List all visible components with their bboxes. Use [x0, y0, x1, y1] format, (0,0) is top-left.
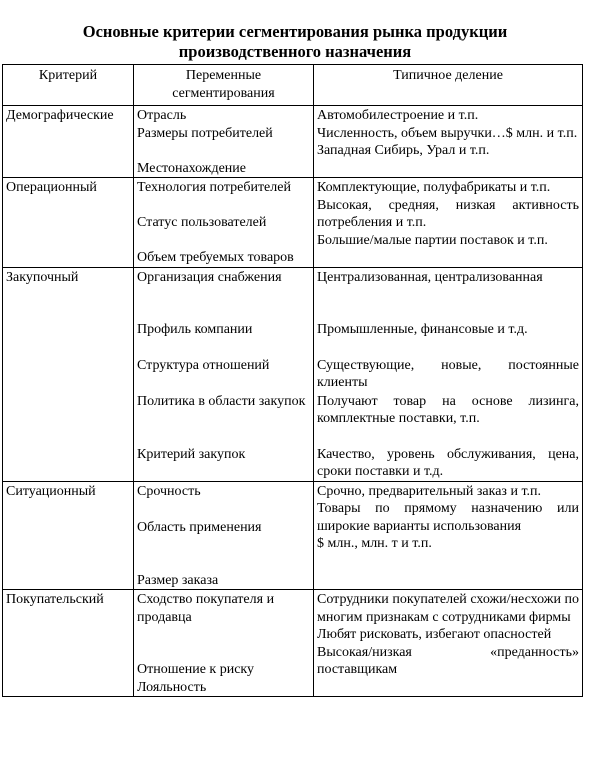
division-item: Любят рисковать, избегают опасностей [317, 627, 552, 642]
division-item: Товары по прямому назначению или широкие варианты использования [317, 501, 579, 534]
criterion-cell: Покупательский [3, 590, 134, 697]
title-line-2: производственного назначения [178, 42, 412, 61]
segmentation-table [2, 64, 583, 697]
header-row [3, 65, 583, 106]
table-row [3, 590, 583, 697]
division-item: Получают товар на основе лизинга, комплектные поставки, т.п. [317, 393, 579, 426]
criterion-cell: Ситуационный [3, 481, 134, 590]
division-cell [314, 267, 583, 481]
division-item: Централизованная, централизованная [317, 269, 543, 285]
division-cell [314, 178, 583, 268]
variable-item: Отрасль [137, 108, 187, 123]
division-item: Существующие, новые, постоянные клиенты [317, 357, 579, 390]
variable-item: Политика в области закупок [137, 393, 306, 409]
division-cell [314, 106, 583, 178]
table-row [3, 267, 583, 481]
variables-cell [134, 267, 314, 481]
division-item: Численность, объем выручки…$ млн. и т.п. [317, 125, 578, 141]
variable-item: Критерий закупок [137, 446, 246, 462]
variable-item: Размер заказа [137, 572, 219, 588]
variable-item: Местонахождение [137, 160, 247, 176]
variable-item: Сходство покупателя и продавца [137, 592, 275, 625]
variable-item: Область применения [137, 519, 262, 535]
table-row [3, 481, 583, 590]
variable-item: Отношение к риску [137, 662, 255, 677]
header-variables: Переменные сегментирования [134, 65, 314, 106]
division-cell [314, 481, 583, 590]
division-item: Высокая, средняя, низкая активность потребления и т.п. [317, 197, 579, 230]
division-item: Автомобилестроение и т.п. [317, 108, 479, 123]
table-row [3, 178, 583, 268]
variable-item: Структура отношений [137, 357, 270, 373]
title-line-1: Основные критерии сегментирования рынка продукции [82, 22, 508, 41]
division-item: Срочно, предварительный заказ и т.п. [317, 483, 542, 499]
table-row [3, 106, 583, 178]
variables-cell [134, 481, 314, 590]
variable-item: Статус пользователей [137, 215, 267, 230]
division-item: Качество, уровень обслуживания, цена, сроки поставки и т.д. [317, 446, 579, 479]
header-criterion: Критерий [3, 65, 134, 106]
variable-item: Организация снабжения [137, 269, 282, 285]
division-item: Комплектующие, полуфабрикаты и т.п. [317, 180, 551, 195]
variable-item: Профиль компании [137, 321, 253, 337]
division-item: Промышленные, финансовые и т.д. [317, 321, 528, 337]
division-item: Большие/малые партии поставок и т.п. [317, 232, 548, 248]
variable-item: Объем требуемых товаров [137, 250, 294, 265]
document-title [0, 22, 590, 62]
division-item: $ млн., млн. т и т.п. [317, 536, 432, 551]
variables-cell [134, 106, 314, 178]
header-division: Типичное деление [314, 65, 583, 106]
division-cell [314, 590, 583, 697]
division-item: Западная Сибирь, Урал и т.п. [317, 143, 490, 158]
variables-cell [134, 178, 314, 268]
variable-item: Лояльность [137, 679, 207, 695]
variable-item: Технология потребителей [137, 180, 291, 195]
criterion-cell: Операционный [3, 178, 134, 268]
variable-item: Размеры потребителей [137, 125, 273, 141]
division-item: Высокая/низкая «преданность» поставщикам [317, 644, 579, 677]
division-item: Сотрудники покупателей схожи/несхожи по многим признакам с сотрудниками фирмы [317, 592, 579, 625]
variable-item: Срочность [137, 483, 201, 499]
criterion-cell: Демографические [3, 106, 134, 178]
criterion-cell: Закупочный [3, 267, 134, 481]
variables-cell [134, 590, 314, 697]
